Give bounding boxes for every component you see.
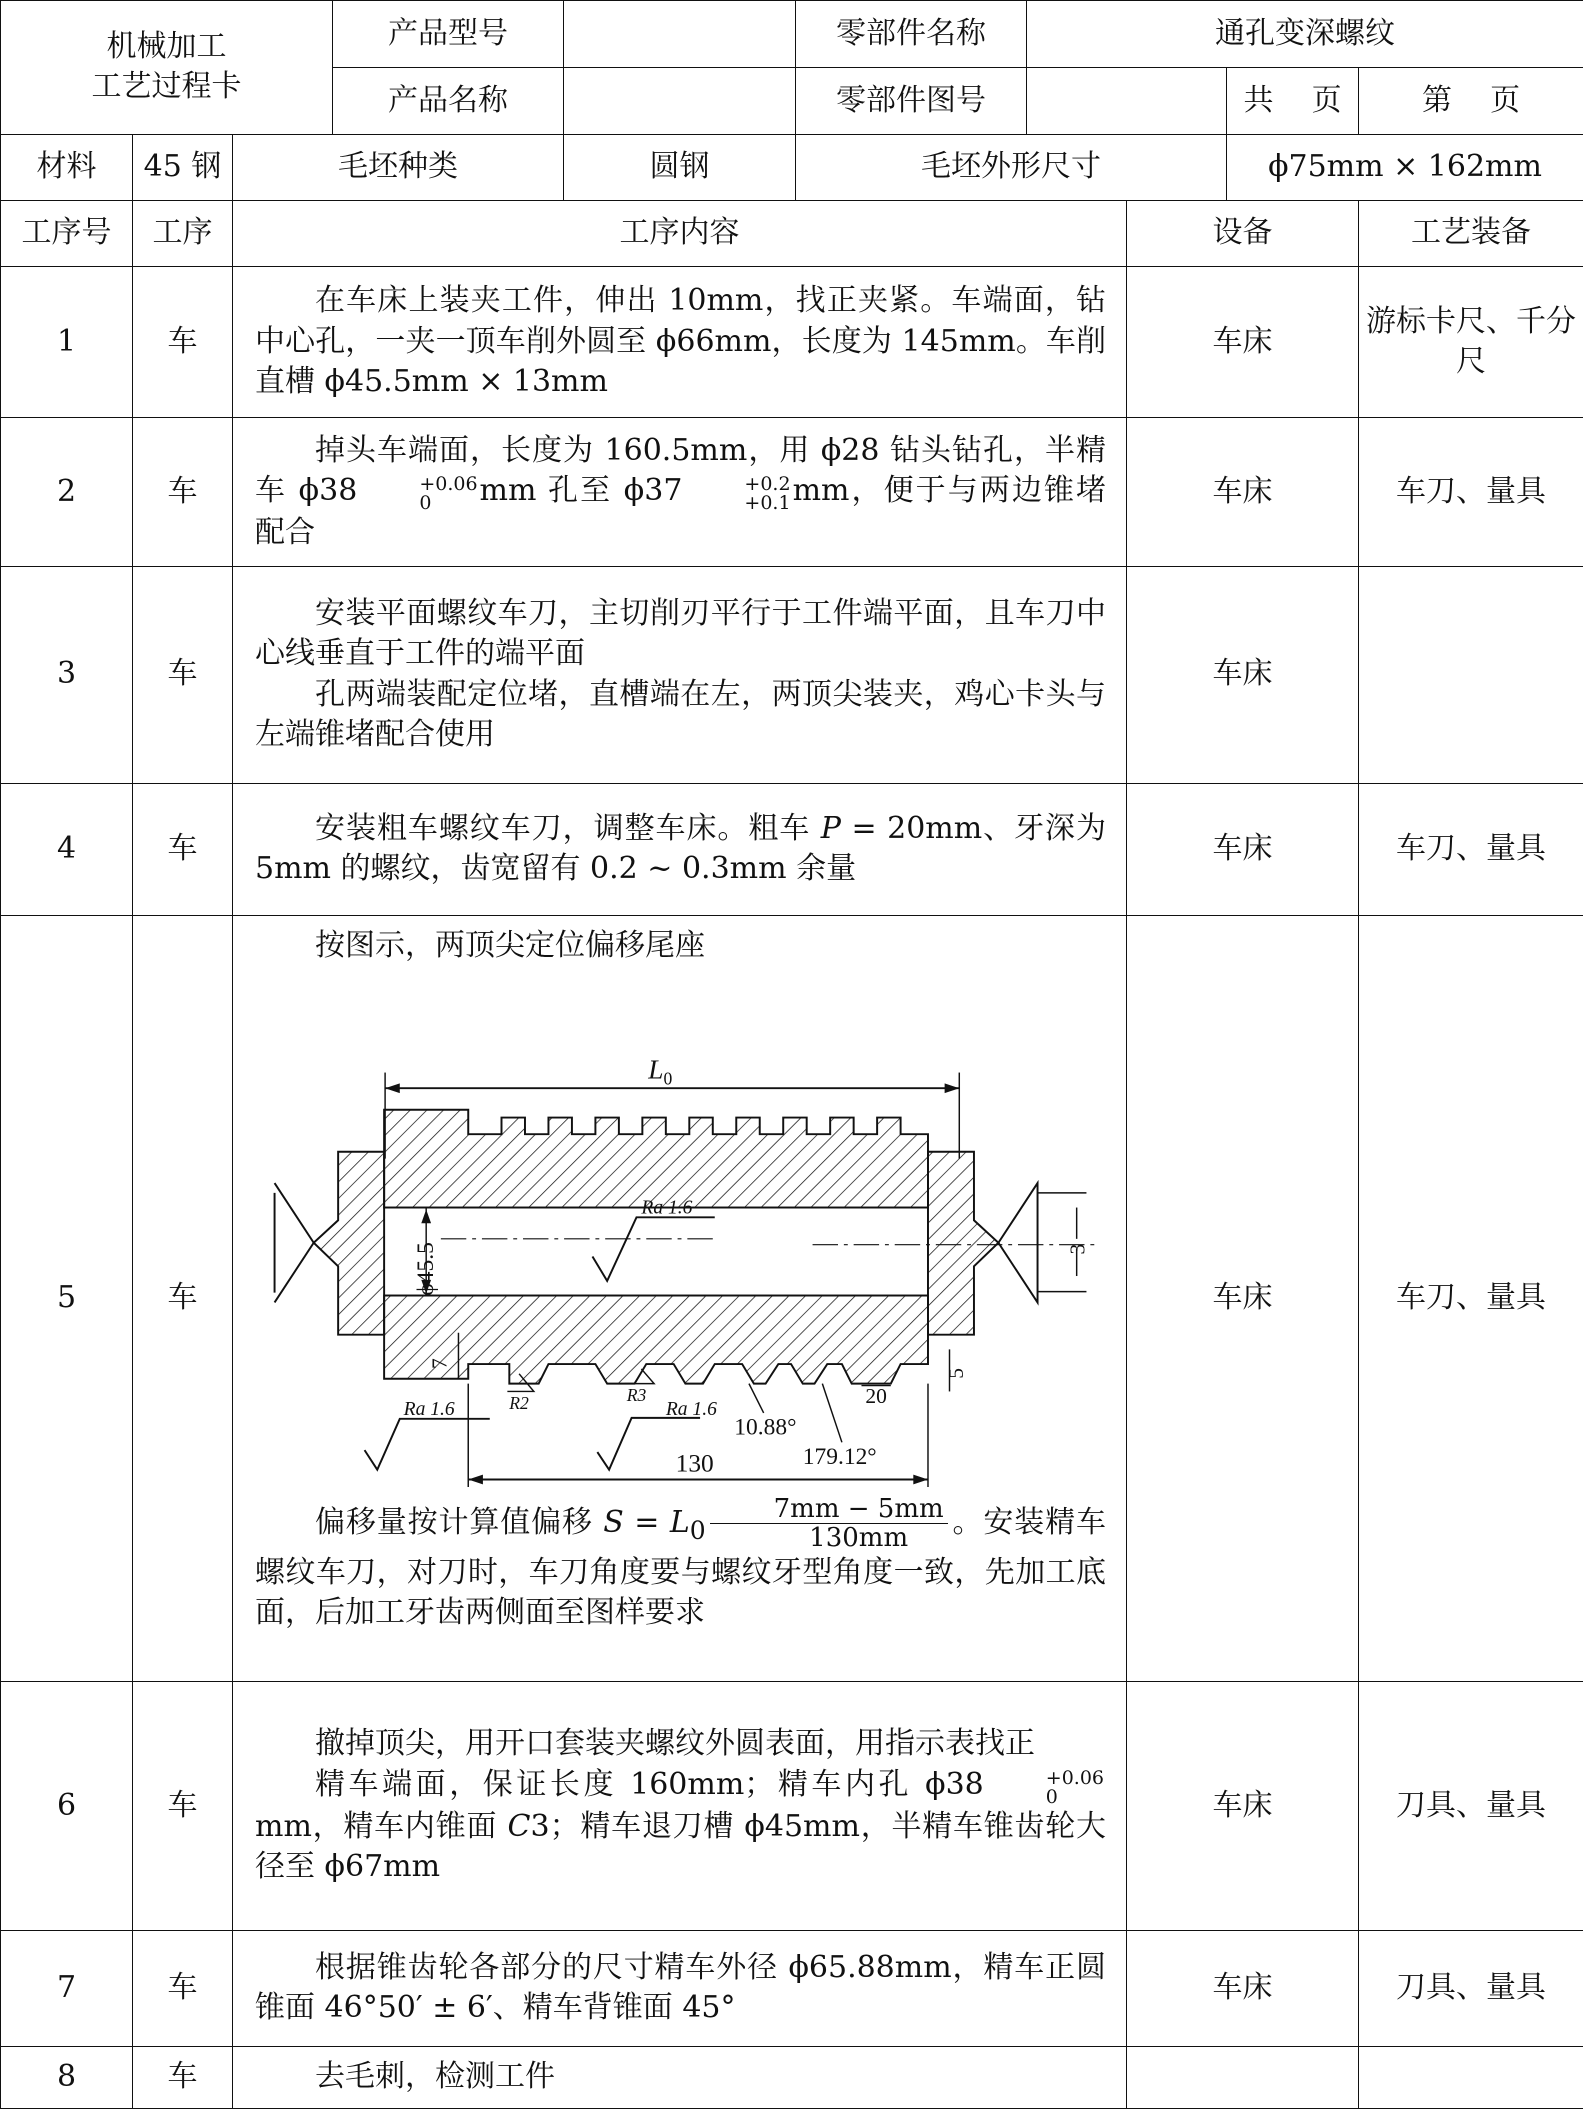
step-op: 车 — [133, 783, 233, 916]
step-op: 车 — [133, 417, 233, 566]
step-no: 4 — [1, 783, 133, 916]
dim-5-label: 5 — [944, 1367, 969, 1379]
col-header-equipment: 设备 — [1127, 200, 1359, 266]
tolerance-lower: 0 — [419, 491, 432, 514]
step-row — [1, 417, 1583, 566]
left-center — [275, 1183, 314, 1302]
step-content — [233, 2046, 1127, 2108]
step-no: 5 — [1, 916, 133, 1682]
r2-label: R2 — [509, 1392, 529, 1413]
ra-left-symbol — [365, 1419, 490, 1470]
step-content-p2: 孔两端装配定位堵，直槽端在左，两顶尖装夹，鸡心卡头与左端锥堵配合使用 — [255, 676, 1107, 753]
step-tooling: 刀具、量具 — [1359, 1681, 1583, 1930]
blank-type-value: 圆钢 — [564, 134, 796, 200]
arrowhead — [421, 1209, 431, 1223]
dim-3-label: 3 — [1065, 1243, 1090, 1255]
step-no: 7 — [1, 1931, 133, 2047]
product-model-value — [564, 1, 796, 68]
dim-20-label: 20 — [865, 1383, 887, 1408]
step-content-text: 根据锥齿轮各部分的尺寸精车外径 ϕ65.88mm，精车正圆锥面 46°50′ ± 6′、精车背锥面 45° — [255, 1949, 1107, 2026]
arrowhead — [468, 1474, 483, 1484]
tolerance-lower: +0.1 — [744, 491, 791, 514]
material-label: 材料 — [1, 134, 133, 200]
step-content — [233, 783, 1127, 916]
dim-L0-label: $L_0$ — [648, 1054, 673, 1089]
tolerance-lower: 0 — [1045, 1785, 1058, 1808]
col-header-tooling: 工艺装备 — [1359, 200, 1583, 266]
step-equipment: 车床 — [1127, 566, 1359, 783]
step-content — [233, 916, 1127, 1682]
formula-eq: = — [623, 1504, 670, 1540]
step-formula-text — [255, 1495, 1106, 1634]
diameter-label: ϕ45.5 — [413, 1241, 440, 1296]
step-row — [1, 916, 1583, 1682]
formula-s: S — [603, 1504, 624, 1540]
part-name-label: 零部件名称 — [796, 1, 1027, 68]
chamfer-symbol: C — [507, 1808, 531, 1844]
step-content-p2c: ；精车退刀槽 ϕ45mm，半精车锥齿轮大径至 ϕ67mm — [255, 1808, 1107, 1885]
left-plug — [314, 1152, 384, 1335]
step-content-text: 在车床上装夹工件，伸出 10mm，找正夹紧。车端面，钻中心孔，一夹一顶车削外圆至 ϕ66mm，长度为 145mm。车削直槽 ϕ45.5mm × 13mm — [255, 283, 1107, 400]
formula-l-sub: 0 — [689, 1515, 706, 1545]
dim-130-label: 130 — [675, 1448, 714, 1478]
dim-7-label: 7 — [427, 1357, 452, 1369]
arrowhead — [945, 1083, 960, 1093]
step-equipment: 车床 — [1127, 267, 1359, 418]
formula-l: L — [669, 1504, 690, 1540]
angle-leader — [749, 1383, 764, 1412]
arrowhead — [385, 1083, 400, 1093]
angle-2-label: 179.12° — [802, 1443, 877, 1470]
formula-denominator: 130mm — [809, 1523, 909, 1554]
upper-wall-section — [384, 1110, 928, 1208]
step-tooling: 车刀、量具 — [1359, 783, 1583, 916]
step-no: 3 — [1, 566, 133, 783]
tolerance-upper: +0.2 — [744, 472, 791, 495]
step-equipment: 车床 — [1127, 783, 1359, 916]
step-content-p2a: 精车端面，保证长度 160mm；精车内孔 ϕ38 — [315, 1766, 984, 1802]
step-content-p1: 安装平面螺纹车刀，主切削刃平行于工件端平面，且车刀中心线垂直于工件的端平面 — [255, 595, 1107, 672]
step-no: 2 — [1, 417, 133, 566]
step-tooling — [1359, 2046, 1583, 2108]
formula-fraction — [710, 1495, 948, 1553]
material-value: 45 钢 — [133, 134, 233, 200]
step-equipment: 车床 — [1127, 916, 1359, 1682]
part-drawing-label: 零部件图号 — [796, 68, 1027, 134]
step-op: 车 — [133, 1681, 233, 1930]
ra-top-label: Ra 1.6 — [641, 1197, 693, 1219]
step-content-b: = 20mm、牙深为 5mm 的螺纹，齿宽留有 0.2 ~ 0.3mm 余量 — [255, 810, 1107, 887]
step-no: 1 — [1, 267, 133, 418]
step-tooling: 刀具、量具 — [1359, 1931, 1583, 2047]
step-content-p2 — [255, 1765, 1106, 1888]
r3-label: R3 — [626, 1385, 647, 1406]
tolerance-b — [684, 472, 791, 514]
arrowhead — [913, 1474, 928, 1484]
part-drawing-value — [1027, 68, 1227, 134]
step-row — [1, 783, 1583, 916]
step-content — [233, 1931, 1127, 2047]
tolerance-upper: +0.06 — [1045, 1766, 1105, 1789]
right-plug — [928, 1152, 998, 1335]
step-row — [1, 2046, 1583, 2108]
lower-wall-section — [384, 1295, 928, 1383]
ra-top-symbol — [592, 1217, 714, 1281]
tolerance-upper: +0.06 — [419, 472, 478, 495]
step-content — [233, 1681, 1127, 1930]
chamfer-size: 3 — [530, 1808, 550, 1844]
step-content-b: mm 孔至 ϕ37 — [479, 473, 683, 509]
angle-1-label: 10.88° — [734, 1414, 797, 1441]
step-no: 6 — [1, 1681, 133, 1930]
card-title-line2: 工艺过程卡 — [91, 69, 242, 105]
formula-numerator: 7mm − 5mm — [710, 1495, 948, 1525]
total-pages: 共 页 — [1227, 68, 1359, 134]
pitch-symbol: P — [820, 810, 841, 846]
step-row — [1, 566, 1583, 783]
product-name-value — [564, 68, 796, 134]
step-content-a: 安装粗车螺纹车刀，调整车床。粗车 — [315, 810, 821, 846]
step-tooling: 车刀、量具 — [1359, 916, 1583, 1682]
step-op: 车 — [133, 267, 233, 418]
step-content-text — [255, 809, 1106, 890]
thread-setup-drawing — [255, 977, 1106, 1487]
step-op: 车 — [133, 2046, 233, 2108]
step-row — [1, 1681, 1583, 1930]
col-header-content: 工序内容 — [233, 200, 1127, 266]
step-tooling: 车刀、量具 — [1359, 417, 1583, 566]
angle-leader — [822, 1383, 842, 1442]
page-number: 第 页 — [1359, 68, 1583, 134]
step-op: 车 — [133, 1931, 233, 2047]
card-title — [1, 1, 333, 135]
blank-size-label: 毛坯外形尺寸 — [796, 134, 1227, 200]
step-equipment: 车床 — [1127, 1931, 1359, 2047]
col-header-op: 工序 — [133, 200, 233, 266]
product-name-label: 产品名称 — [333, 68, 564, 134]
step-op: 车 — [133, 566, 233, 783]
step-content — [233, 417, 1127, 566]
step-row — [1, 267, 1583, 418]
formula-prefix: 偏移量按计算值偏移 — [315, 1504, 604, 1540]
product-model-label: 产品型号 — [333, 1, 564, 68]
blank-size-value: ϕ75mm × 162mm — [1227, 134, 1583, 200]
step-content-text — [255, 431, 1106, 554]
step-content — [233, 267, 1127, 418]
step-tooling — [1359, 566, 1583, 783]
step-content — [233, 566, 1127, 783]
card-title-line1: 机械加工 — [106, 28, 227, 64]
ra-left-label: Ra 1.6 — [403, 1398, 455, 1420]
step-equipment — [1127, 2046, 1359, 2108]
step-equipment: 车床 — [1127, 417, 1359, 566]
step-content-c: mm，便于与两边锥堵配合 — [255, 473, 1107, 550]
step-content-p2b: mm，精车内锥面 — [255, 1808, 508, 1844]
col-header-no: 工序号 — [1, 200, 133, 266]
step-content-text: 去毛刺，检测工件 — [315, 2059, 555, 2095]
right-center — [998, 1183, 1037, 1302]
step-tooling: 游标卡尺、千分尺 — [1359, 267, 1583, 418]
tolerance-a — [359, 472, 478, 514]
tolerance — [986, 1766, 1105, 1808]
step-op: 车 — [133, 916, 233, 1682]
part-name-value: 通孔变深螺纹 — [1027, 1, 1583, 68]
step-content-p1: 撤掉顶尖，用开口套装夹螺纹外圆表面，用指示表找正 — [315, 1726, 1035, 1762]
ra-mid-label: Ra 1.6 — [665, 1398, 717, 1420]
step-content-a: 掉头车端面，长度为 160.5mm，用 ϕ28 钻头钻孔，半精车 ϕ38 — [255, 432, 1107, 509]
step-equipment: 车床 — [1127, 1681, 1359, 1930]
step-row — [1, 1931, 1583, 2047]
step-no: 8 — [1, 2046, 133, 2108]
step-content-intro: 按图示，两顶尖定位偏移尾座 — [315, 928, 705, 964]
formula-suffix: 。安装精车螺纹车刀，对刀时，车刀角度要与螺纹牙型角度一致，先加工底面，后加工牙齿两侧面至图样要求 — [255, 1504, 1107, 1631]
blank-type-label: 毛坯种类 — [233, 134, 564, 200]
